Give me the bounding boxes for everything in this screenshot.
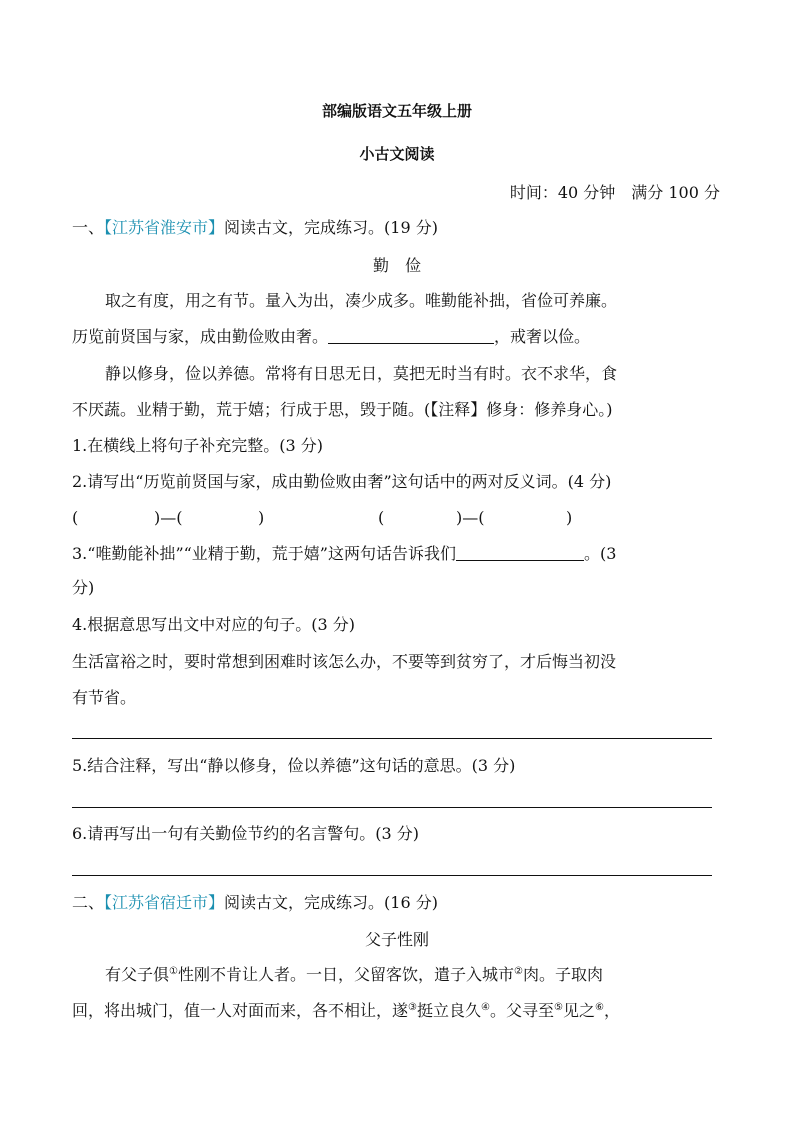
passage1-p2-line2: 不厌蔬。业精于勤，荒于嬉；行成于思，毁于随。(【注释】修身：修养身心。) — [72, 400, 613, 419]
question-3 — [72, 544, 616, 564]
passage1-p1-line2-start: 历览前贤国与家，成由勤俭败由奢。 — [72, 327, 329, 346]
passage1-p1-line2-end: ，戒奢以俭。 — [494, 327, 591, 346]
answer-line-q5[interactable] — [72, 807, 712, 808]
passage1-p1-line1: 取之有度，用之有节。量入为出，凑少成多。唯勤能补拙，省俭可养廉。 — [105, 291, 618, 310]
passage2-title: 父子性刚 — [364, 930, 429, 949]
passage2-line2-e: ， — [603, 1001, 620, 1020]
passage1-p2-line1: 静以修身，俭以养德。常将有日思无日，莫把无时当有时。衣不求华，食 — [105, 364, 618, 383]
footnote-marker-1: ① — [169, 966, 178, 977]
q2-pair1-open: ( — [72, 508, 79, 527]
q2-pair1-close: ) — [258, 508, 265, 527]
passage2-line1 — [105, 965, 603, 985]
question-4-text-line1: 生活富裕之时，要时常想到困难时该怎么办，不要等到贫穷了，才后悔当初没 — [72, 652, 617, 671]
passage2-line2-d: 见之 — [562, 1001, 595, 1020]
q2-pair2-close: ) — [566, 508, 573, 527]
question-3-score: 。(3 — [584, 544, 617, 563]
fill-in-blank-q1[interactable] — [328, 327, 494, 344]
passage1-p1-line2 — [72, 327, 590, 347]
passage2-line1-c: 肉。子取肉 — [522, 965, 603, 984]
footnote-marker-5: ⑤ — [553, 1002, 563, 1013]
footnote-marker-4: ④ — [481, 1002, 490, 1013]
q2-pair2-open: ( — [378, 508, 385, 527]
question-2: 2.请写出“历览前贤国与家，成由勤俭败由奢”这句话中的两对反义词。(4 分) — [72, 472, 612, 491]
footnote-marker-3: ③ — [408, 1002, 417, 1013]
document-title: 部编版语文五年级上册 — [321, 102, 472, 120]
question-4: 4.根据意思写出文中对应的句子。(3 分) — [72, 615, 356, 634]
passage2-line2-c: 。父寻至 — [489, 1001, 554, 1020]
question-4-text-line2: 有节省。 — [72, 688, 137, 707]
time-info: 时间：40 分钟 满分 100 分 — [509, 183, 720, 202]
answer-line-q4[interactable] — [72, 738, 712, 739]
passage2-line2-b: 挺立良久 — [416, 1001, 481, 1020]
section2-heading — [72, 893, 438, 913]
section1-heading — [72, 218, 438, 238]
passage2-line1-a: 有父子俱 — [105, 965, 170, 984]
passage2-line2-a: 回，将出城门，值一人对面而来，各不相让，遂 — [72, 1001, 409, 1020]
question-3-text: 3.“唯勤能补拙”“业精于勤，荒于嬉”这两句话告诉我们 — [72, 544, 456, 563]
q2-pair1-mid: )—( — [154, 508, 183, 527]
question-3-score-cont: 分) — [72, 578, 95, 597]
section2-prefix: 二、 — [72, 893, 105, 912]
footnote-marker-2: ② — [514, 966, 523, 977]
question-6: 6.请再写出一句有关勤俭节约的名言警句。(3 分) — [72, 824, 420, 843]
section2-instruction: 阅读古文，完成练习。(16 分) — [224, 893, 438, 912]
footnote-marker-6: ⑥ — [594, 1002, 604, 1013]
q2-pair2-mid: )—( — [456, 508, 485, 527]
section1-prefix: 一、 — [72, 218, 105, 237]
passage2-line1-b: 性刚不肯让人者。一日，父留客饮，遣子入城市 — [177, 965, 514, 984]
section1-instruction: 阅读古文，完成练习。(19 分) — [224, 218, 438, 237]
section2-region: 【江苏省宿迁市】 — [104, 893, 225, 912]
passage1-title: 勤 俭 — [372, 256, 421, 275]
fill-in-blank-q3[interactable] — [456, 544, 584, 561]
passage2-line2 — [72, 1001, 620, 1021]
document-subtitle: 小古文阅读 — [359, 145, 435, 163]
question-5: 5.结合注释，写出“静以修身，俭以养德”这句话的意思。(3 分) — [72, 756, 516, 775]
answer-line-q6[interactable] — [72, 875, 712, 876]
question-1: 1.在横线上将句子补充完整。(3 分) — [72, 436, 324, 455]
section1-region: 【江苏省淮安市】 — [104, 218, 225, 237]
